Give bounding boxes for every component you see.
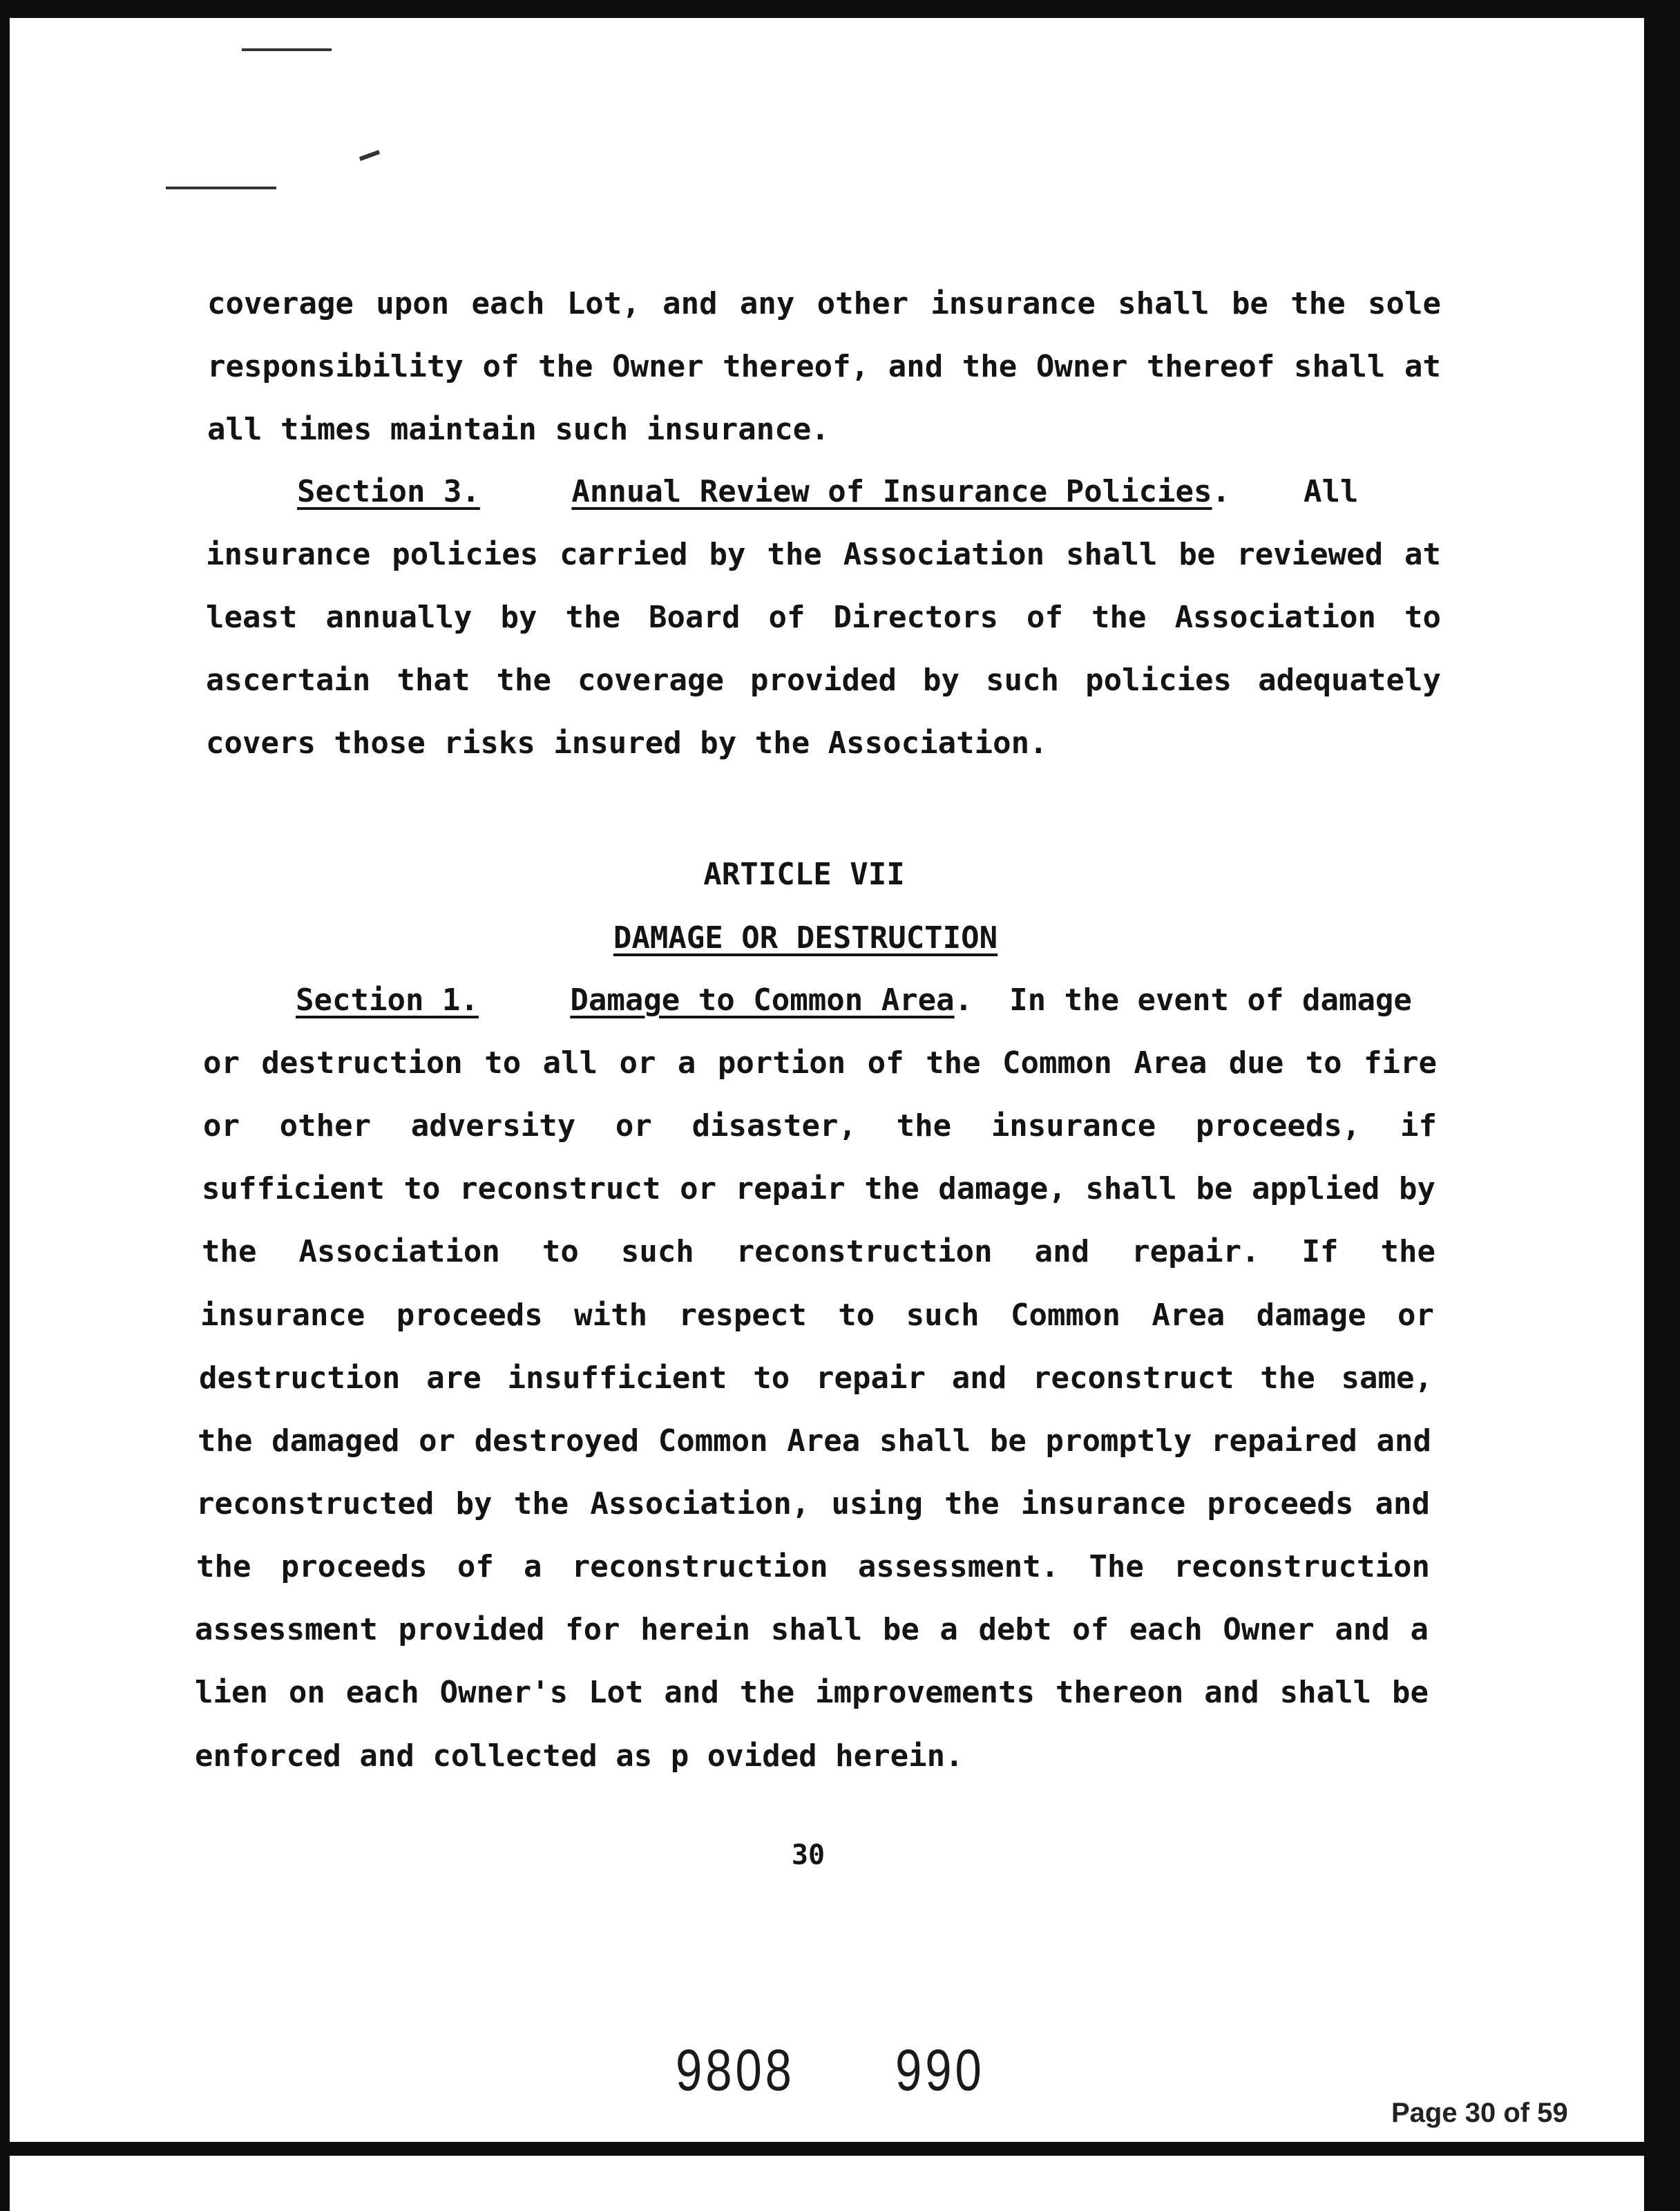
section-1-label: Section 1. bbox=[296, 983, 479, 1018]
page-of-label: Page 30 of 59 bbox=[1391, 2098, 1568, 2128]
text-line: destruction are insufficient to repair and reconstruct the same, bbox=[199, 1360, 1433, 1396]
text-line: enforced and collected as p ovided herein. bbox=[195, 1738, 964, 1774]
scan-speck bbox=[242, 48, 332, 51]
text-line: lien on each Owner's Lot and the improvements thereon and shall be bbox=[195, 1675, 1429, 1710]
section-3-tail: . All bbox=[1212, 474, 1359, 509]
bates-number-left: 9808 bbox=[676, 2038, 795, 2103]
text-line: the Association to such reconstruction and repair. If the bbox=[202, 1234, 1435, 1269]
bates-number-right: 990 bbox=[895, 2038, 985, 2103]
scan-speck bbox=[166, 187, 276, 189]
scan-frame-bottom bbox=[0, 2142, 1680, 2156]
page-number: 30 bbox=[791, 1839, 825, 1871]
text-line: the damaged or destroyed Common Area shall be promptly repaired and bbox=[198, 1423, 1431, 1459]
text-line: the proceeds of a reconstruction assessment. The reconstruction bbox=[196, 1549, 1430, 1584]
section-1-heading-line bbox=[296, 981, 1438, 1020]
text-line: reconstructed by the Association, using the insurance proceeds and bbox=[196, 1486, 1430, 1521]
section-1-title: Damage to Common Area bbox=[570, 983, 955, 1018]
section-3-heading-line bbox=[297, 473, 1441, 511]
article-title-text: DAMAGE OR DESTRUCTION bbox=[613, 920, 998, 956]
text-line: insurance policies carried by the Association shall be reviewed at bbox=[206, 537, 1441, 572]
text-line: insurance proceeds with respect to such Common Area damage or bbox=[200, 1298, 1434, 1333]
text-line: ascertain that the coverage provided by such policies adequately bbox=[206, 663, 1441, 698]
text-line: responsibility of the Owner thereof, and the Owner thereof shall at bbox=[207, 349, 1441, 384]
scan-frame-left bbox=[0, 0, 10, 2211]
text-line: or other adversity or disaster, the insurance proceeds, if bbox=[203, 1108, 1437, 1144]
scan-frame-right bbox=[1644, 0, 1680, 2211]
scan-speck bbox=[359, 150, 380, 161]
text-line: assessment provided for herein shall be a debt of each Owner and a bbox=[195, 1612, 1429, 1647]
section-3-label: Section 3. bbox=[297, 474, 480, 509]
section-3-title: Annual Review of Insurance Policies bbox=[571, 474, 1212, 509]
section-1-tail: . In the event of damage bbox=[954, 983, 1412, 1018]
text-line: all times maintain such insurance. bbox=[207, 412, 830, 447]
text-line: sufficient to reconstruct or repair the damage, shall be applied by bbox=[202, 1171, 1435, 1206]
text-line: least annually by the Board of Directors of the Association to bbox=[206, 600, 1441, 635]
article-number: ARTICLE VII bbox=[703, 857, 905, 892]
article-title bbox=[0, 919, 1611, 958]
scan-frame-top bbox=[0, 0, 1680, 18]
text-line: covers those risks insured by the Association. bbox=[206, 725, 1048, 761]
text-line: coverage upon each Lot, and any other insurance shall be the sole bbox=[207, 286, 1441, 321]
text-line: or destruction to all or a portion of the Common Area due to fire bbox=[203, 1045, 1437, 1081]
